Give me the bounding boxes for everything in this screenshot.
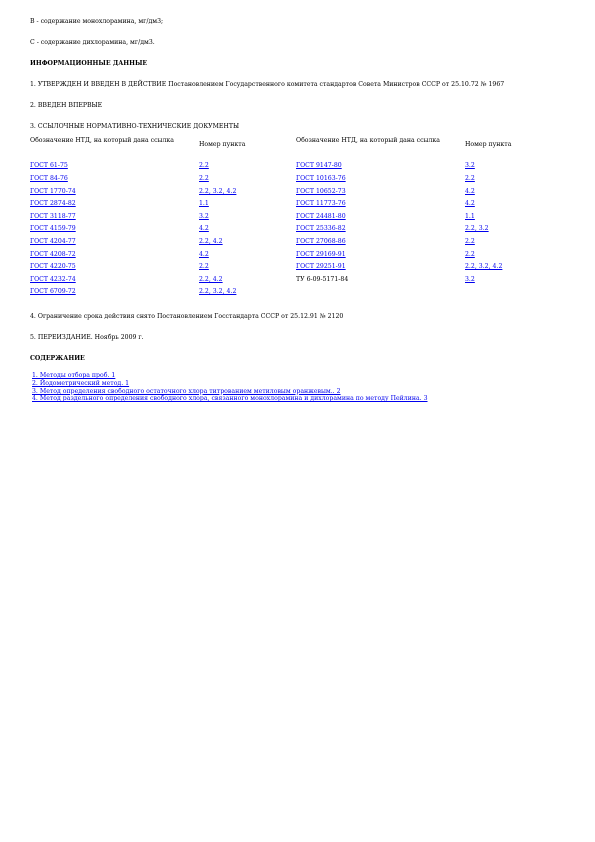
table-cell: [465, 276, 565, 289]
table-cell: [465, 288, 565, 301]
table-cell: [465, 162, 565, 175]
ntd-link-right[interactable]: ГОСТ 25336-82: [296, 225, 346, 233]
info-heading: ИНФОРМАЦИОННЫЕ ДАННЫЕ: [30, 60, 148, 68]
ntd-link-left[interactable]: ГОСТ 4159-79: [30, 225, 76, 233]
table-cell: [30, 200, 199, 213]
ntd-link-right[interactable]: ГОСТ 10652-73: [296, 187, 346, 195]
point-links-right[interactable]: 3.2: [465, 162, 475, 170]
table-row: [30, 188, 565, 201]
point-links-left[interactable]: 3.2: [199, 212, 209, 220]
toc-item: [32, 380, 570, 388]
table-cell: [296, 288, 465, 301]
table-cell: [199, 162, 296, 175]
table-cell: [296, 175, 465, 188]
ntd-link-right: ТУ 6-09-5171-84: [296, 275, 349, 283]
table-cell: [199, 263, 296, 276]
toc-item: [32, 372, 570, 380]
ntd-link-right[interactable]: ГОСТ 11773-76: [296, 200, 346, 208]
point-links-right[interactable]: 4.2: [465, 187, 475, 195]
document-page: [30, 18, 570, 403]
table-cell: [30, 238, 199, 251]
point-links-left[interactable]: 2.2, 4.2: [199, 237, 223, 245]
table-cell: [30, 162, 199, 175]
table-cell: [296, 251, 465, 264]
toc-link[interactable]: 2. Йодометрический метод. 1: [32, 379, 130, 387]
table-cell: [30, 213, 199, 226]
table-cell: [30, 276, 199, 289]
table-cell: [465, 263, 565, 276]
info-item-2: 2. ВВЕДЕН ВПЕРВЫЕ: [30, 102, 103, 110]
table-cell: [465, 188, 565, 201]
ntd-link-right[interactable]: ГОСТ 29251-91: [296, 263, 346, 271]
ntd-link-left[interactable]: ГОСТ 6709-72: [30, 288, 76, 296]
table-cell: [30, 288, 199, 301]
ntd-link-left[interactable]: ГОСТ 4204-77: [30, 237, 76, 245]
point-links-left[interactable]: 2.2, 3.2, 4.2: [199, 288, 237, 296]
header-point-right: Номер пункта: [465, 141, 512, 149]
contents-heading: СОДЕРЖАНИЕ: [30, 355, 85, 363]
table-row: [30, 251, 565, 264]
table-row: [30, 213, 565, 226]
point-links-right[interactable]: 4.2: [465, 200, 475, 208]
toc-item: [32, 395, 570, 403]
ntd-link-right[interactable]: ГОСТ 9147-80: [296, 162, 342, 170]
table-cell: [30, 225, 199, 238]
point-links-right[interactable]: 2.2, 3.2, 4.2: [465, 263, 503, 271]
table-cell: [296, 162, 465, 175]
toc-link[interactable]: 3. Метод определения свободного остаточного хлора титрованием метиловым оранжевым.. 2: [32, 387, 341, 395]
table-cell: [199, 213, 296, 226]
table-row: [30, 238, 565, 251]
table-cell: [296, 263, 465, 276]
table-cell: [465, 213, 565, 226]
point-links-left[interactable]: 4.2: [199, 250, 209, 258]
table-cell: [199, 276, 296, 289]
table-cell: [296, 225, 465, 238]
info-item-1: 1. УТВЕРЖДЕН И ВВЕДЕН В ДЕЙСТВИЕ Постановлением Государственного комитета стандартов Совета Министров СССР от 25.10.72 № 1967: [30, 81, 505, 89]
table-row: [30, 225, 565, 238]
table-cell: [199, 238, 296, 251]
ntd-link-left[interactable]: ГОСТ 1770-74: [30, 187, 76, 195]
table-cell: [199, 175, 296, 188]
point-links-left[interactable]: 4.2: [199, 225, 209, 233]
table-cell: [465, 238, 565, 251]
table-cell: [465, 251, 565, 264]
ntd-link-right[interactable]: ГОСТ 10163-76: [296, 174, 346, 182]
c-definition: С - содержание дихлорамина, мг/дм3.: [30, 39, 155, 47]
table-of-contents: [32, 372, 570, 403]
info-item-5: 5. ПЕРЕИЗДАНИЕ. Ноябрь 2009 г.: [30, 333, 144, 341]
table-cell: [199, 188, 296, 201]
references-body: [30, 162, 565, 301]
ntd-link-left[interactable]: ГОСТ 4208-72: [30, 250, 76, 258]
table-cell: [30, 251, 199, 264]
table-cell: [465, 225, 565, 238]
point-links-right[interactable]: 3.2: [465, 275, 475, 283]
ntd-link-right[interactable]: ГОСТ 29169-91: [296, 250, 346, 258]
header-ntd-right: Обозначение НТД, на который дана ссылка: [296, 137, 440, 145]
info-item-4: 4. Ограничение срока действия снято Постановлением Госстандарта СССР от 25.12.91 № 2120: [30, 312, 344, 320]
table-row: [30, 288, 565, 301]
ntd-link-left[interactable]: ГОСТ 2874-82: [30, 200, 76, 208]
table-row: [30, 162, 565, 175]
ntd-link-left[interactable]: ГОСТ 4232-74: [30, 275, 76, 283]
table-cell: [199, 288, 296, 301]
table-cell: [296, 276, 465, 289]
b-definition: В - содержание монохлорамина, мг/дм3;: [30, 18, 164, 25]
table-cell: [296, 200, 465, 213]
point-links-right[interactable]: 2.2: [465, 237, 475, 245]
toc-item: [32, 388, 570, 396]
table-cell: [199, 200, 296, 213]
ntd-link-left[interactable]: ГОСТ 84-76: [30, 174, 68, 182]
point-links-left[interactable]: 2.2: [199, 263, 209, 271]
point-links-right[interactable]: 2.2: [465, 174, 475, 182]
table-row: [30, 175, 565, 188]
ntd-link-left[interactable]: ГОСТ 4220-75: [30, 263, 76, 271]
table-cell: [465, 175, 565, 188]
point-links-right[interactable]: 2.2: [465, 250, 475, 258]
table-row: [30, 276, 565, 289]
ntd-link-right[interactable]: ГОСТ 27068-86: [296, 237, 346, 245]
references-header-row: [30, 137, 565, 162]
point-links-left[interactable]: 1.1: [199, 200, 209, 208]
table-cell: [30, 188, 199, 201]
table-row: [30, 263, 565, 276]
ntd-link-right[interactable]: ГОСТ 24481-80: [296, 212, 346, 220]
point-links-right[interactable]: 1.1: [465, 212, 475, 220]
point-links-left[interactable]: 2.2: [199, 162, 209, 170]
point-links-left[interactable]: 2.2, 4.2: [199, 275, 223, 283]
table-cell: [465, 200, 565, 213]
table-cell: [199, 251, 296, 264]
header-ntd-left: Обозначение НТД, на который дана ссылка: [30, 137, 174, 145]
table-cell: [30, 263, 199, 276]
table-cell: [199, 225, 296, 238]
point-links-right[interactable]: 2.2, 3.2: [465, 225, 489, 233]
toc-link[interactable]: 4. Метод раздельного определения свободного хлора, связанного монохлорамина и дихлорамина по методу Пейлина. 3: [32, 395, 428, 403]
table-cell: [296, 213, 465, 226]
info-item-3: 3. ССЫЛОЧНЫЕ НОРМАТИВНО-ТЕХНИЧЕСКИЕ ДОКУМЕНТЫ: [30, 123, 240, 131]
table-cell: [296, 238, 465, 251]
header-point-left: Номер пункта: [199, 141, 246, 149]
table-cell: [296, 188, 465, 201]
ntd-link-left[interactable]: ГОСТ 3118-77: [30, 212, 76, 220]
table-row: [30, 200, 565, 213]
references-table: [30, 137, 565, 301]
point-links-left[interactable]: 2.2, 3.2, 4.2: [199, 187, 237, 195]
point-links-left[interactable]: 2.2: [199, 174, 209, 182]
table-cell: [30, 175, 199, 188]
toc-link[interactable]: 1. Методы отбора проб. 1: [32, 372, 116, 380]
ntd-link-left[interactable]: ГОСТ 61-75: [30, 162, 68, 170]
